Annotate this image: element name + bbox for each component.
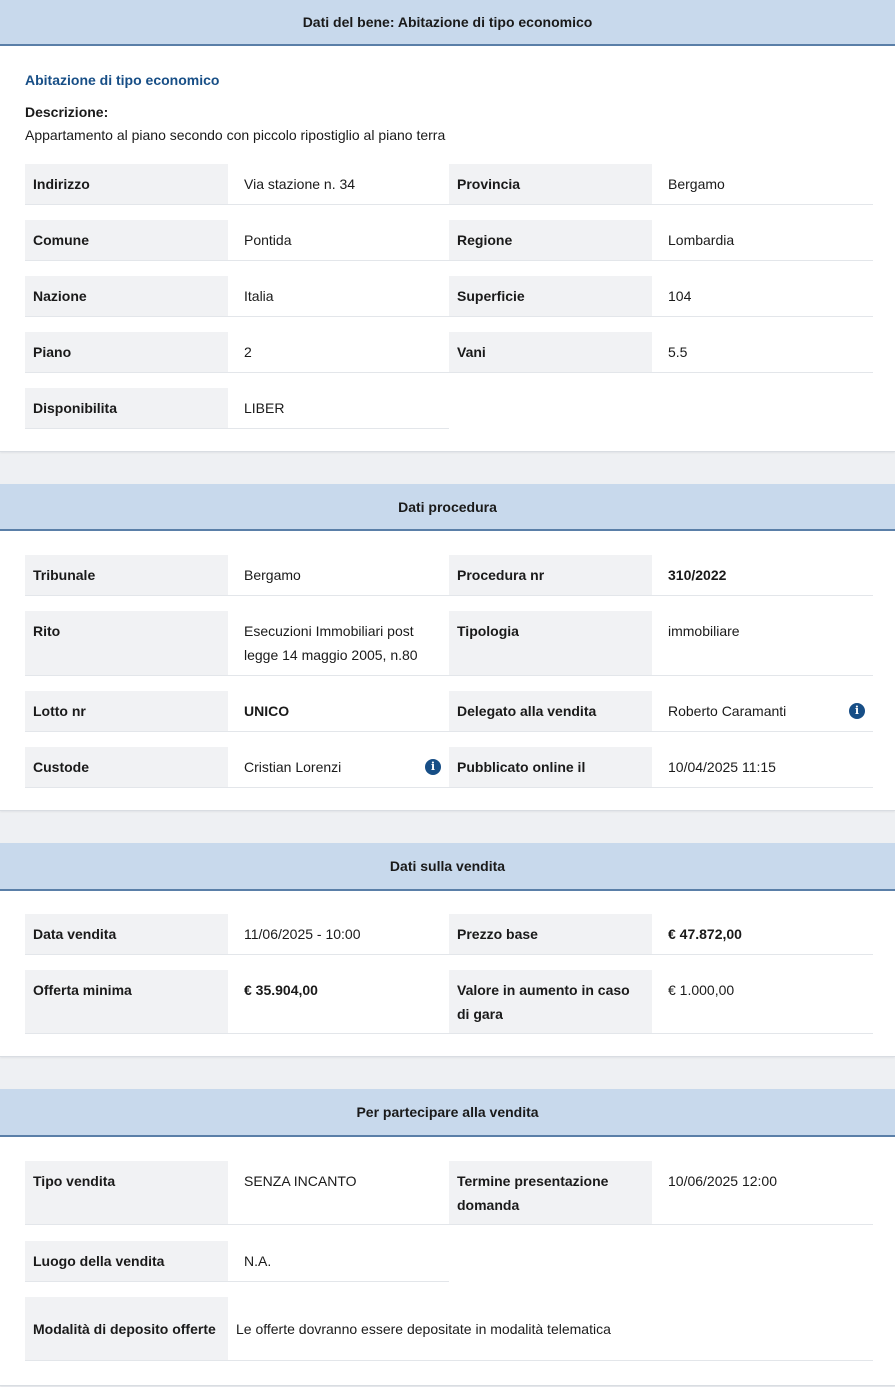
descrizione-text: Appartamento al piano secondo con piccolo ripostiglio al piano terra bbox=[25, 127, 446, 143]
field-value: 104 bbox=[668, 288, 692, 304]
field-modalita bbox=[25, 1297, 873, 1361]
field-label: Piano bbox=[25, 332, 228, 372]
field-value: € 35.904,00 bbox=[244, 982, 318, 998]
field-value: Esecuzioni Immobiliari post legge 14 maggio 2005, n.80 bbox=[244, 623, 418, 663]
field-label: Pubblicato online il bbox=[449, 747, 652, 787]
custode-info-icon[interactable]: i bbox=[425, 759, 441, 775]
field-valore-aumento bbox=[449, 970, 873, 1034]
field-superficie bbox=[449, 276, 873, 317]
field-procedura-nr bbox=[449, 555, 873, 596]
field-label: Modalità di deposito offerte bbox=[25, 1297, 228, 1360]
field-tipo-vendita bbox=[25, 1161, 449, 1225]
field-value: Cristian Lorenzi bbox=[244, 759, 342, 775]
field-value: € 1.000,00 bbox=[668, 982, 735, 998]
field-vani bbox=[449, 332, 873, 373]
field-regione bbox=[449, 220, 873, 261]
field-termine bbox=[449, 1161, 873, 1225]
field-provincia bbox=[449, 164, 873, 205]
field-label: Comune bbox=[25, 220, 228, 260]
field-label: Valore in aumento in caso di gara bbox=[449, 970, 652, 1033]
field-value: Roberto Caramanti bbox=[668, 703, 787, 719]
field-value: Lombardia bbox=[668, 232, 735, 248]
dati-procedura-header: Dati procedura bbox=[0, 484, 895, 531]
field-label: Nazione bbox=[25, 276, 228, 316]
field-comune bbox=[25, 220, 449, 261]
field-value: Bergamo bbox=[668, 176, 725, 192]
field-value: N.A. bbox=[244, 1253, 272, 1269]
field-lotto bbox=[25, 691, 449, 732]
field-label: Vani bbox=[449, 332, 652, 372]
field-label: Custode bbox=[25, 747, 228, 787]
field-value: Le offerte dovranno essere depositate in modalità telematica bbox=[236, 1320, 611, 1337]
dati-vendita-header: Dati sulla vendita bbox=[0, 843, 895, 891]
field-value: Italia bbox=[244, 288, 274, 304]
field-label: Procedura nr bbox=[449, 555, 652, 595]
field-piano bbox=[25, 332, 449, 373]
field-value: Bergamo bbox=[244, 567, 301, 583]
field-data-vendita bbox=[25, 914, 449, 955]
field-indirizzo bbox=[25, 164, 449, 205]
field-label: Tipo vendita bbox=[25, 1161, 228, 1224]
field-value: 310/2022 bbox=[668, 567, 727, 583]
field-label: Regione bbox=[449, 220, 652, 260]
dati-vendita-card bbox=[0, 843, 895, 1057]
field-prezzo-base bbox=[449, 914, 873, 955]
field-value: Via stazione n. 34 bbox=[244, 176, 356, 192]
field-label: Lotto nr bbox=[25, 691, 228, 731]
field-value-wrap bbox=[652, 691, 873, 731]
bene-subtitle: Abitazione di tipo economico bbox=[25, 72, 220, 88]
field-custode bbox=[25, 747, 449, 788]
field-value: € 47.872,00 bbox=[668, 926, 742, 942]
field-label: Termine presentazione domanda bbox=[449, 1161, 652, 1224]
field-label: Luogo della vendita bbox=[25, 1241, 228, 1281]
field-value: UNICO bbox=[244, 703, 290, 719]
field-delegato bbox=[449, 691, 873, 732]
field-label: Tipologia bbox=[449, 611, 652, 675]
field-value: 5.5 bbox=[668, 344, 688, 360]
field-label: Prezzo base bbox=[449, 914, 652, 954]
field-value: 11/06/2025 - 10:00 bbox=[244, 926, 361, 942]
field-value: SENZA INCANTO bbox=[244, 1173, 357, 1189]
dati-bene-card bbox=[0, 0, 895, 452]
field-label: Disponibilita bbox=[25, 388, 228, 428]
field-label: Superficie bbox=[449, 276, 652, 316]
field-offerta-minima bbox=[25, 970, 449, 1034]
field-label: Indirizzo bbox=[25, 164, 228, 204]
field-value: 10/04/2025 11:15 bbox=[668, 759, 776, 775]
descrizione-label: Descrizione: bbox=[25, 104, 109, 120]
field-label: Delegato alla vendita bbox=[449, 691, 652, 731]
field-value-wrap bbox=[228, 747, 449, 787]
field-tribunale bbox=[25, 555, 449, 596]
field-value: 10/06/2025 12:00 bbox=[668, 1173, 777, 1189]
partecipare-card bbox=[0, 1089, 895, 1386]
field-label: Rito bbox=[25, 611, 228, 675]
field-luogo bbox=[25, 1241, 449, 1282]
field-pubblicato bbox=[449, 747, 873, 788]
field-label: Offerta minima bbox=[25, 970, 228, 1033]
field-value: LIBER bbox=[244, 400, 285, 416]
field-label: Provincia bbox=[449, 164, 652, 204]
dati-bene-header: Dati del bene: Abitazione di tipo economico bbox=[0, 0, 895, 46]
dati-procedura-card bbox=[0, 484, 895, 811]
field-disponibilita bbox=[25, 388, 449, 429]
field-label: Tribunale bbox=[25, 555, 228, 595]
partecipare-header: Per partecipare alla vendita bbox=[0, 1089, 895, 1137]
field-value: immobiliare bbox=[668, 623, 740, 639]
field-value: Pontida bbox=[244, 232, 292, 248]
field-rito bbox=[25, 611, 449, 676]
delegato-info-icon[interactable]: i bbox=[849, 703, 865, 719]
field-value: 2 bbox=[244, 344, 252, 360]
field-nazione bbox=[25, 276, 449, 317]
field-tipologia bbox=[449, 611, 873, 676]
field-label: Data vendita bbox=[25, 914, 228, 954]
